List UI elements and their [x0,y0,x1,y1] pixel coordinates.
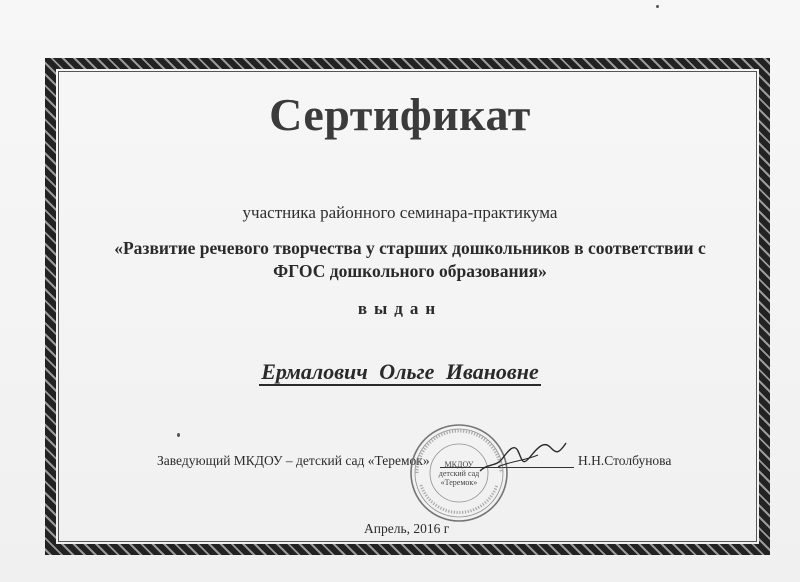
certificate-subtitle: участника районного семинара-практикума [242,203,558,222]
handwritten-signature-icon [478,437,568,477]
stamp-text-line-3: «Теремок» [440,478,478,487]
scan-speck [177,433,180,437]
recipient-block [0,359,800,385]
seminar-name [100,237,720,283]
scan-speck [656,5,659,8]
issued-label: выдан [357,299,443,318]
certificate-title: Сертификат [269,89,531,140]
recipient-name: Ермалович Ольге Ивановне [261,359,539,384]
stamp-text-line-1: МКДОУ [444,460,474,469]
seminar-name-line-2: ФГОС дошкольного образования» [273,261,547,281]
seminar-name-line-1: «Развитие речевого творчества у старших дошкольников в соответствии с [114,238,706,258]
issue-date: Апрель, 2016 г [364,521,450,536]
stamp-text-line-2: детский сад [438,469,480,478]
head-name: Н.Н.Столбунова [578,453,672,468]
head-position-label: Заведующий МКДОУ – детский сад «Теремок» [157,453,430,468]
